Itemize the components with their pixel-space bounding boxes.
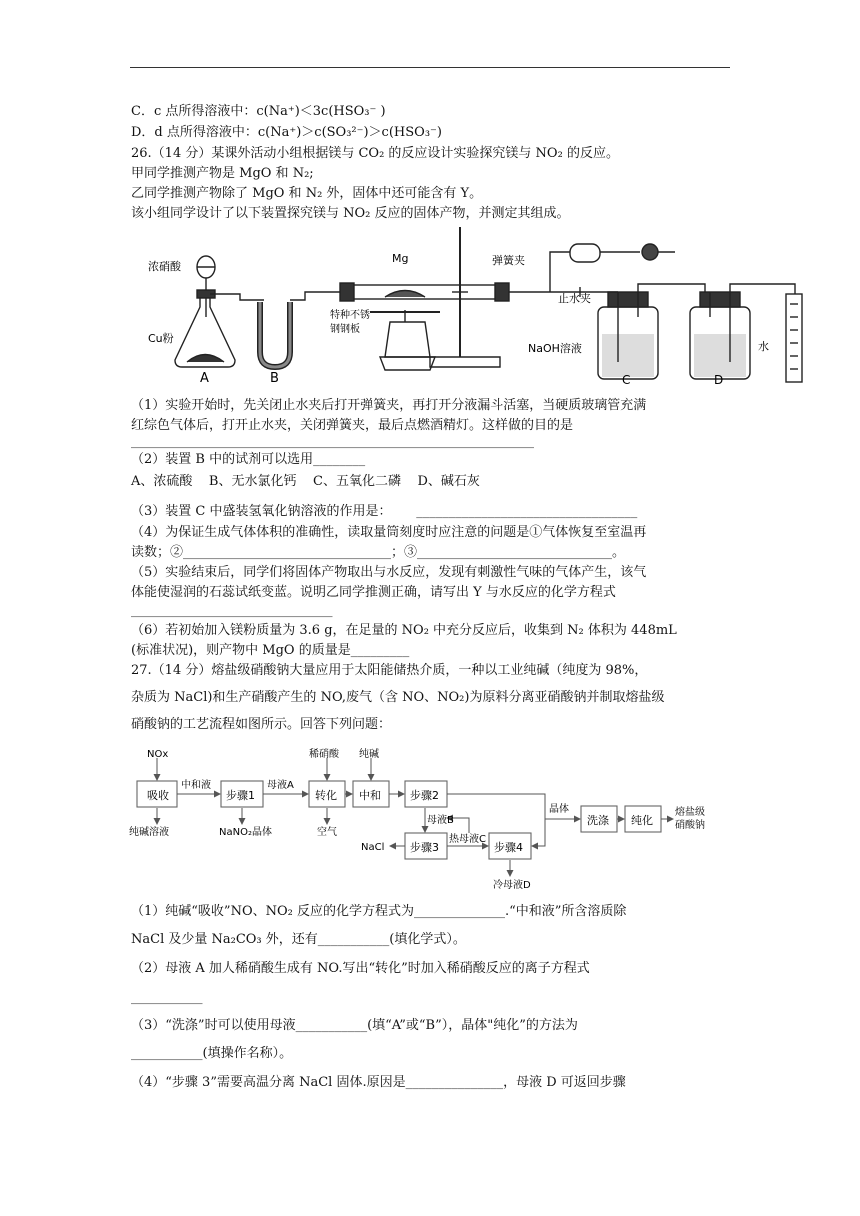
label-d: D bbox=[714, 373, 724, 387]
label-dilute-acid: 稀硝酸 bbox=[309, 749, 339, 760]
label-cold-mother-d: 冷母液D bbox=[493, 880, 531, 891]
q5-answer-blank[interactable]: _______________________________ bbox=[131, 603, 333, 618]
question-27-title: 27.（14 分）熔盐级硝酸钠大量应用于太阳能储热介质，一种以工业纯碱（纯度为 98%， bbox=[131, 663, 648, 678]
q4-line2: 读数；②________________________________；③______________________________。 bbox=[131, 545, 626, 560]
label-soda-solution: 纯碱溶液 bbox=[129, 827, 169, 838]
q1-answer-blank[interactable]: ______________________________________________________________ bbox=[131, 434, 534, 449]
drying-bulb bbox=[642, 244, 658, 260]
q4-line1: （4）为保证生成气体体积的准确性，读取量筒刻度时应注意的问题是①气体恢复至室温再 bbox=[131, 525, 647, 540]
header-rule bbox=[130, 67, 730, 68]
alcohol-burner bbox=[385, 322, 430, 357]
side-tube bbox=[550, 252, 570, 292]
label-plate-2: 钢钢板 bbox=[330, 324, 360, 335]
label-mg: Mg bbox=[392, 252, 409, 265]
label-plate: 特种不锈 bbox=[330, 310, 370, 321]
u-tube-b bbox=[260, 302, 290, 367]
label-naoh: NaOH溶液 bbox=[528, 342, 582, 355]
label-product: 熔盐级 bbox=[675, 807, 705, 818]
q2-line: （2）装置 B 中的试剂可以选用________ bbox=[131, 452, 366, 467]
hypothesis-a: 甲同学推测产物是 MgO 和 N₂; bbox=[131, 166, 314, 181]
q27-1-line2: NaCl 及少量 Na₂CO₃ 外，还有___________(填化学式）。 bbox=[131, 932, 466, 947]
label-spring-clip: 弹簧夹 bbox=[492, 254, 525, 267]
label-c: C bbox=[622, 373, 631, 387]
label-cu: Cu粉 bbox=[148, 332, 174, 345]
label-air: 空气 bbox=[317, 827, 337, 838]
q1-line2: 红综色气体后，打开止水夹，关闭弹簧夹，最后点燃酒精灯。这样做的目的是 bbox=[131, 418, 574, 433]
design-statement: 该小组同学设计了以下装置探究镁与 NO₂ 反应的固体产物，并测定其组成。 bbox=[131, 206, 570, 221]
label-mother-b: 母液B bbox=[427, 815, 454, 826]
q27-1-line1: （1）纯碱“吸收”NO、NO₂ 反应的化学方程式为______________.“中和液”所含溶质除 bbox=[131, 904, 627, 919]
option-c: C．c 点所得溶液中：c(Na⁺)＜3c(HSO₃⁻ ) bbox=[131, 104, 386, 119]
q1-line1: （1）实验开始时，先关闭止水夹后打开弹簧夹，再打开分液漏斗活塞，当硬质玻璃管充满 bbox=[131, 398, 647, 413]
label-nox: NOx bbox=[147, 749, 169, 760]
apparatus-diagram bbox=[130, 222, 820, 390]
label-b: B bbox=[270, 371, 279, 386]
box-step4-label: 步骤4 bbox=[494, 841, 523, 854]
label-crystal: 晶体 bbox=[549, 804, 569, 815]
q27-4-line1: （4）“步骤 3”需要高温分离 NaCl 固体.原因是_______________，母液 D 可返回步骤 bbox=[131, 1075, 626, 1090]
label-water: 水 bbox=[758, 340, 769, 353]
process-flowchart bbox=[125, 748, 735, 893]
label-nacl: NaCl bbox=[361, 842, 385, 853]
q5-line2: 体能使湿润的石蕊试纸变蓝。说明乙同学推测正确，请写出 Y 与水反应的化学方程式 bbox=[131, 585, 616, 600]
box-absorb-label: 吸收 bbox=[147, 789, 169, 802]
label-product-2: 硝酸钠 bbox=[675, 820, 705, 831]
label-neutral-liquid: 中和液 bbox=[181, 780, 211, 791]
q3-line: （3）装置 C 中盛装氢氧化钠溶液的作用是： __________________________________ bbox=[131, 504, 638, 519]
label-a: A bbox=[200, 371, 209, 386]
q27-3-line2: ___________(填操作名称）。 bbox=[131, 1046, 293, 1061]
q27-line2: 杂质为 NaCl)和生产硝酸产生的 NO,废气（含 NO、NO₂)为原料分离亚硝酸钠并制取熔盐级 bbox=[131, 690, 665, 705]
q6-line2: (标准状况)，则产物中 MgO 的质量是_________ bbox=[131, 643, 410, 658]
q27-3-line1: （3）“洗涤”时可以使用母液___________(填“A”或“B”），晶体"纯化”的方法为 bbox=[131, 1018, 578, 1033]
q5-line1: （5）实验结束后，同学们将固体产物取出与水反应，发现有刺激性气味的气体产生，该气 bbox=[131, 565, 647, 580]
label-conc-acid: 浓硝酸 bbox=[148, 260, 181, 273]
box-neutral-label: 中和 bbox=[359, 789, 381, 802]
question-26-title: 26.（14 分）某课外活动小组根据镁与 CO₂ 的反应设计实验探究镁与 NO₂ 的反应。 bbox=[131, 146, 619, 161]
box-purify-label: 纯化 bbox=[631, 814, 653, 827]
box-step2-label: 步骤2 bbox=[410, 789, 439, 802]
option-d: D．d 点所得溶液中：c(Na⁺)＞c(SO₃²⁻)＞c(HSO₃⁻) bbox=[131, 125, 442, 140]
q6-line1: （6）若初始加入镁粉质量为 3.6 g，在足量的 NO₂ 中充分反应后，收集到 N₂ 体积为 448mL bbox=[131, 623, 677, 638]
cu-powder bbox=[187, 355, 224, 363]
box-convert-label: 转化 bbox=[315, 789, 337, 802]
q27-line3: 硝酸钠的工艺流程如图所示。回答下列问题： bbox=[131, 717, 392, 732]
box-step1-label: 步骤1 bbox=[226, 789, 255, 802]
label-soda: 纯碱 bbox=[359, 749, 379, 760]
q27-2-answer-blank[interactable]: ___________ bbox=[131, 990, 203, 1005]
label-mother-a: 母液A bbox=[267, 780, 294, 791]
box-step3-label: 步骤3 bbox=[410, 841, 439, 854]
label-nano2: NaNO₂晶体 bbox=[219, 827, 272, 838]
box-wash-label: 洗涤 bbox=[587, 814, 609, 827]
q27-2-line1: （2）母液 A 加人稀硝酸生成有 NO.写出“转化”时加入稀硝酸反应的离子方程式 bbox=[131, 961, 590, 976]
label-water-clip: 止水夹 bbox=[558, 292, 591, 305]
label-hot-mother-c: 热母液C bbox=[449, 834, 486, 845]
hypothesis-b: 乙同学推测产物除了 MgO 和 N₂ 外，固体中还可能含有 Y。 bbox=[131, 186, 483, 201]
q2-options: A、浓硫酸 B、无水氯化钙 C、五氧化二磷 D、碱石灰 bbox=[131, 474, 480, 489]
